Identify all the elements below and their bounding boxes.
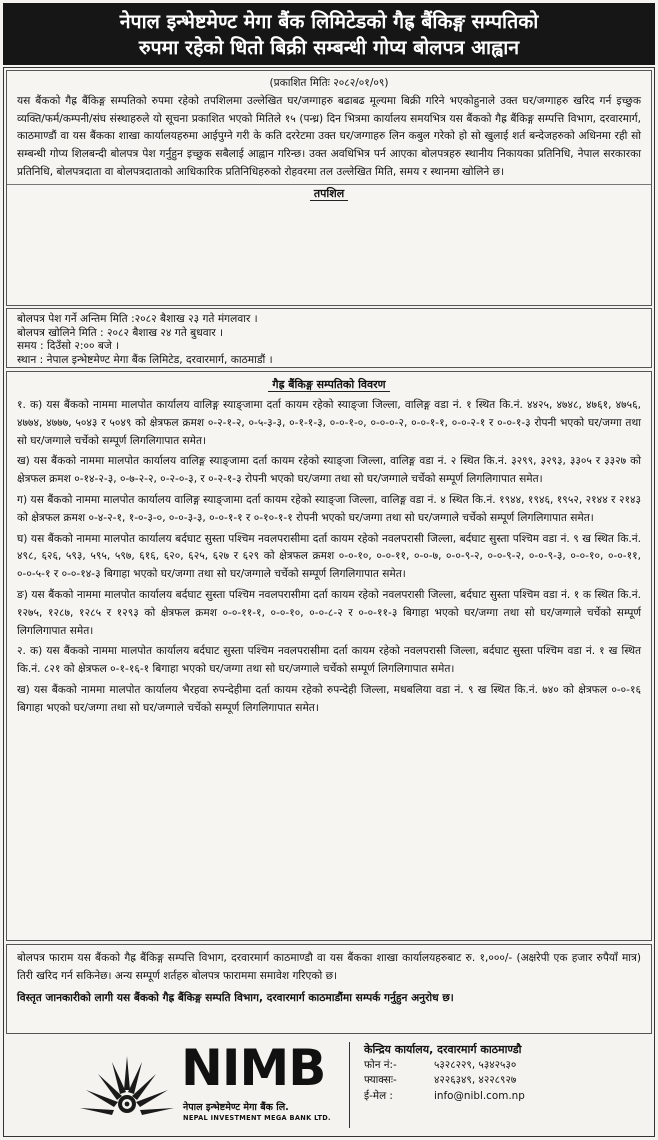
fax-value: ४२२६३४९, ४२२८९२७	[434, 1074, 517, 1087]
property-item: २. क) यस बैंकको नाममा मालपोत कार्यालय बर्दघाट सुस्ता पश्चिम नवलपरासीमा दर्ता कायम रहेको नवलपरासी जिल्ला, बर्दघाट सुस्ता पश्चिम वडा नं. १ ख स्थित कि.नं. ८२१ को क्षेत्रफल ०-१-१६-१ बिगाहा भएको घर/जग्गा तथा सो घर/जग्गाले चर्चेको सम्पूर्ण लिगलिगापात समेत।	[17, 645, 641, 676]
schedule-title: तपशिल	[310, 187, 348, 201]
property-item: १. क) यस बैंकको नाममा मालपोत कार्यालय वालिङ्ग स्याङ्जामा दर्ता कायम रहेको स्याङ्जा जिल्ला, वालिङ्ग वडा नं. १ स्थित कि.नं. ४४२५, ४७४८, ४७६१, ४७५६, ४७७४, ४७७७, ५०४३ र ५०४९ को क्षेत्रफल क्रमश ०-२-१-२, ०-५-३-३, ०-१-१-३, ०-०-१-०, ०-०-०-२, ०-०-१-१, ०-०-२-१ र ०-०-१-३ रोपनी भएको घर/जग्गा तथा सो घर/जग्गाले चर्चेको सम्पूर्ण लिगलिगापात समेत।	[17, 399, 641, 447]
fax-row	[364, 1073, 644, 1089]
property-title: गैह्र बैंकिङ्ग सम्पतिको विवरण	[268, 378, 389, 392]
schedule-details	[6, 308, 652, 368]
property-item: ख) यस बैंकको नाममा मालपोत कार्यालय वालिङ्ग स्याङ्जामा दर्ता कायम रहेको स्याङ्जा जिल्ला, वालिङ्ग वडा नं. २ स्थित कि.नं. ३२९९, ३२९३, ३३०५ र ३३२७ को क्षेत्रफल क्रमश ०-१४-२-३, ०-७-२-२, ०-२-०-३, र ०-२-१-३ रोपनी भएको घर/जग्गा तथा सो घर/जग्गाले चर्चेको सम्पूर्ण लिगलिगापात समेत।	[17, 455, 641, 486]
property-heading	[17, 376, 641, 394]
email-row	[364, 1089, 644, 1105]
contact-note: विस्तृत जानकारीको लागी यस बैंकको गैह्र बैंकिङ्ग सम्पति विभाग, दरवारमार्ग काठमाडौंमा सम्पर्क गर्नुहुन अनुरोध छ।	[17, 991, 454, 1004]
notice-header	[3, 3, 655, 65]
email-link[interactable]: info@nibl.com.np	[434, 1089, 525, 1102]
schedule-heading	[17, 185, 641, 203]
property-item: घ) यस बैंकको नाममा मालपोत कार्यालय बर्दघाट सुस्ता पश्चिम नवलपरासीमा दर्ता कायम रहेको नवलपरासी जिल्ला, बर्दघाट सुस्ता पश्चिम वडा नं. ९ ख स्थित कि.नं. ४९८, ६२६, ५९३, ५९५, ५९७, ६१६, ६२०, ६२५, ६२७ र ६२९ को क्षेत्रफल क्रमश ०-०-१०, ०-०-११, ०-०-७, ०-०-९-२, ०-०-९-२, ०-०-९-३, ०-०-१०, ०-०-११, ०-०-५-१ र ०-०-१४-३ बिगाहा भएको घर/जग्गा तथा सो घर/जग्गाले चर्चेको सम्पूर्ण लिगलिगापात समेत।	[17, 532, 641, 581]
place-line: स्थान : नेपाल इन्भेष्टमेण्ट मेगा बैंक लिमिटेड, दरवारमार्ग, काठमाडौं ।	[17, 353, 273, 366]
property-item: ङ) यस बैंकको नाममा मालपोत कार्यालय बर्दघाट सुस्ता पश्चिम नवलपरासीमा दर्ता कायम रहेको नवलपरासी जिल्ला, बर्दघाट सुस्ता पश्चिम वडा नं. १ क स्थित कि.नं. १२७५, १२८७, १२८५ र १२९३ को क्षेत्रफल क्रमश ०-०-११-१, ०-०-१०, ०-०-८-२ र ०-०-११-३ बिगाहा भएको घर/जग्गा तथा सो घर/जग्गाले चर्चेको सम्पूर्ण लिगलिगापात समेत।	[17, 588, 641, 637]
property-item: ग) यस बैंकको नाममा मालपोत कार्यालय वालिङ्ग स्याङ्जामा दर्ता कायम रहेको स्याङ्जा जिल्ला, वालिङ्ग वडा नं. ४ स्थित कि.नं. १९४४, १९४६, १९५२, २१४४ र २१४३ को क्षेत्रफल क्रमश ०-४-२-१, १-०-३-०, ०-०-३-३, ०-०-१-१ र ०-१०-१-१ रोपनी भएको घर/जग्गा तथा सो घर/जग्गाले चर्चेको सम्पूर्ण लिगलिगापात समेत।	[17, 493, 641, 524]
published-date: (प्रकाशित मितिः २०८२/०१/०९)	[269, 77, 389, 89]
fax-label: फ्याक्सः-	[364, 1074, 397, 1087]
logo-english-name: NEPAL INVESTMENT MEGA BANK LTD.	[183, 1114, 331, 1122]
bank-emblem-icon	[72, 1050, 182, 1122]
footer-divider	[349, 1042, 350, 1128]
property-section	[6, 371, 652, 941]
intro-section	[6, 70, 652, 306]
opening-line: बोलपत्र खोलिने मिति : २०८२ बैशाख २४ गते बुधवार ।	[17, 326, 224, 339]
intro-body: यस बैंकको गैह्र बैंकिङ्ग सम्पतिको रुपमा रहेको तपशिलमा उल्लेखित घर/जग्गाहरु बढाबढ मूल्यमा बिक्री गरिने भएकोहुनाले उक्त घर/जग्गाहरु खरिद गर्न इच्छुक व्यक्ति/फर्म/कम्पनी/संघ संस्थाहरुले यो सूचना प्रकाशित भएको मितिले १५ (पन्ध्र) दिन भित्रमा कार्यालय समयभित्र यस बैंकको गैह्र बैंकिङ्ग सम्पत्ति विभाग, दरवारमार्ग, काठमाण्डौं वा यस बैंकका शाखा कार्यालयहरुमा आईपुग्ने गरी के कति दररेटमा उक्त घर/जग्गाहरु लिन कबुल गरेको हो सो खुलाई शर्त बन्देजहरुको अधिनमा रही सो सम्बन्धी गोप्य शिलबन्दी बोलपत्र पेश गर्नुहुन इच्छुक सबैलाई आह्वान गरिन्छ। उक्त अवधिभित्र पर्न आएका बोलपत्रहरु स्थानीय निकायका प्रतिनिधि, नेपाल सरकारका प्रतिनिधि, बोलपत्रदाता वा बोलपत्रदाताको आधिकारिक प्रतिनिधिहरुको रोहवरमा तल उल्लेखित मिति, समय र स्थानमा खोलिने छ।	[17, 94, 641, 178]
form-body: बोलपत्र फाराम यस बैंकको गैह्र बैंकिङ्ग सम्पत्ति विभाग, दरवारमार्ग काठमाण्डौ वा यस बैंकका शाखा कार्यालयहरुबाट रु. १,०००/- (अक्षरेपी एक हजार रुपैयाँ मात्र) तिरी खरिद गर्न सकिनेछ। अन्य सम्पूर्ण शर्तहरु बोलपत्र फाराममा समावेश गरिएको छ।	[17, 952, 641, 982]
property-item: ख) यस बैंकको नाममा मालपोत कार्यालय भैरहवा रुपन्देहीमा दर्ता कायम रहेको रुपन्देही जिल्ला, मधबलिया वडा नं. ९ ख स्थित कि.नं. ७४० को क्षेत्रफल ०-०-१६ बिगाहा भएको घर/जग्गा तथा सो घर/जग्गाले चर्चेको सम्पूर्ण लिगलिगापात समेत।	[17, 683, 641, 714]
logo-wordmark: NIMB	[181, 1039, 326, 1097]
form-section	[6, 944, 652, 1034]
contact-block	[364, 1042, 644, 1104]
email-label: ई-मेल :	[364, 1089, 393, 1102]
deadline-line: बोलपत्र पेश गर्ने अन्तिम मिति :२०८२ बैशाख २३ गते मंगलवार ।	[17, 313, 258, 325]
phone-label: फोन नं:-	[364, 1058, 397, 1071]
header-line-1: नेपाल इन्भेष्टमेण्ट मेगा बैंक लिमिटेडको गैह्र बैंकिङ्ग सम्पतिको	[119, 10, 539, 33]
footer	[6, 1036, 652, 1132]
logo-nepali-name: नेपाल इन्भेष्टमेण्ट मेगा बैंक लि.	[183, 1102, 289, 1113]
phone-row	[364, 1058, 644, 1074]
time-line: समय : दिउँसो २:०० बजे ।	[17, 340, 120, 352]
header-line-2: रुपमा रहेको धितो बिक्री सम्बन्धी गोप्य बोलपत्र आह्वान	[138, 36, 520, 59]
phone-value: ५३२८२२९, ५३४२५३०	[434, 1058, 517, 1071]
office-address: केन्द्रिय कार्यालय, दरवारमार्ग काठमाण्डौ	[364, 1043, 522, 1056]
